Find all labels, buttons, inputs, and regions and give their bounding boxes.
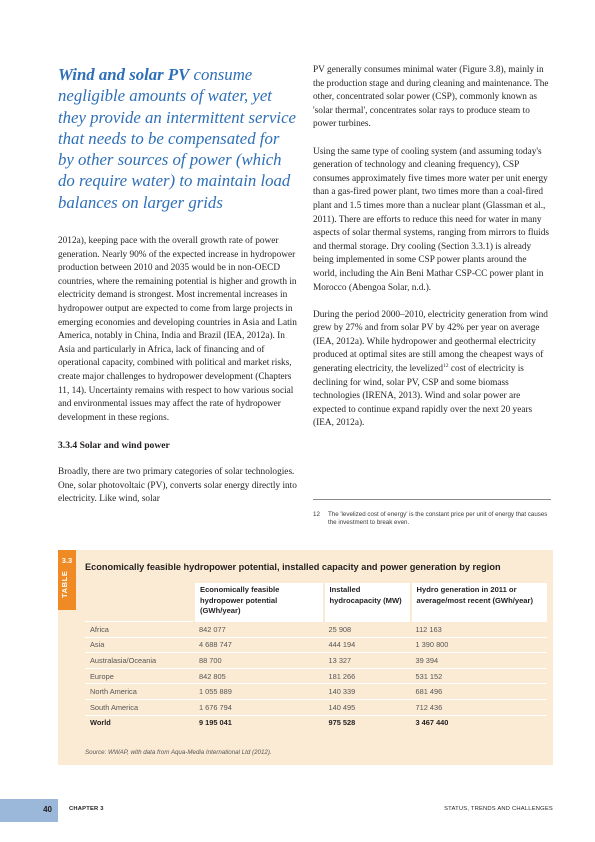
cell-region: North America — [85, 684, 194, 700]
table-row — [85, 668, 547, 684]
cell-region: Europe — [85, 668, 194, 684]
cell-capacity: 140 339 — [324, 684, 411, 700]
cell-potential: 842 077 — [194, 622, 324, 638]
cell-generation: 39 394 — [411, 653, 547, 669]
cell-region: World — [85, 715, 194, 730]
right-paragraph-3-after: cost of electricity is declining for wind, solar PV, CSP and some biomass technologies (IRENA, 2013). Wind and solar power are expected to continue expand rapidly over the next 20 years (IEA, 2012a). — [313, 364, 533, 429]
cell-potential: 1 055 889 — [194, 684, 324, 700]
cell-generation: 531 152 — [411, 668, 547, 684]
right-paragraph-1: PV generally consumes minimal water (Figure 3.8), mainly in the production stage and during cleaning and maintenance. The other, concentrated solar power (CSP), commonly known as 'solar thermal', concentrates solar rays to produce steam to power turbines. — [313, 65, 549, 130]
table-header-generation: Hydro generation in 2011 or average/most recent (GWh/year) — [411, 583, 547, 622]
cell-potential: 4 688 747 — [194, 637, 324, 653]
cell-generation: 3 467 440 — [411, 715, 547, 730]
right-column — [313, 64, 551, 445]
section-heading: 3.3.4 Solar and wind power — [58, 439, 170, 451]
chapter-label: CHAPTER 3 — [69, 806, 104, 812]
cell-region: Asia — [85, 637, 194, 653]
pull-quote-bold: Wind and solar PV — [58, 65, 190, 84]
cell-capacity: 140 495 — [324, 699, 411, 715]
cell-capacity: 444 194 — [324, 637, 411, 653]
cell-region: Africa — [85, 622, 194, 638]
table-tag-label: TABLE — [60, 570, 69, 598]
footnote — [313, 511, 551, 528]
table-header-row — [85, 583, 547, 622]
cell-potential: 88 700 — [194, 653, 324, 669]
cell-generation: 1 390 800 — [411, 637, 547, 653]
cell-generation: 112 163 — [411, 622, 547, 638]
cell-capacity: 975 528 — [324, 715, 411, 730]
table-row — [85, 622, 547, 638]
cell-capacity: 181 266 — [324, 668, 411, 684]
footnote-ref[interactable]: 12 — [443, 362, 449, 369]
table-row — [85, 637, 547, 653]
cell-region: Australasia/Oceania — [85, 653, 194, 669]
hydropower-table — [85, 583, 547, 730]
table-header-potential: Economically feasible hydropower potential (GWh/year) — [194, 583, 324, 622]
table-total-row — [85, 715, 547, 730]
table-row — [85, 684, 547, 700]
table-header-blank — [85, 583, 194, 622]
cell-potential: 1 676 794 — [194, 699, 324, 715]
left-paragraph-2: Broadly, there are two primary categories of solar technologies. One, solar photovoltaic (PV), converts solar energy directly into electricity. Like wind, solar — [58, 467, 297, 505]
running-title: STATUS, TRENDS AND CHALLENGES — [444, 806, 553, 812]
cell-potential: 9 195 041 — [194, 715, 324, 730]
page-number: 40 — [43, 805, 52, 814]
right-paragraph-3-before: During the period 2000–2010, electricity generation from wind grew by 27% and from solar PV by 42% per year on average (IEA, 2012a). While hydropower and geothermal electricity produced at optimal sites are still among the cheapest ways of generating electricity, the levelized — [313, 309, 548, 375]
table-number: 3.3 — [61, 556, 73, 565]
cell-capacity: 13 327 — [324, 653, 411, 669]
footnote-divider — [313, 499, 551, 500]
table-title: Economically feasible hydropower potential, installed capacity and power generation by region — [85, 562, 501, 572]
cell-region: South America — [85, 699, 194, 715]
left-paragraph-1: 2012a), keeping pace with the overall growth rate of power generation. Nearly 90% of the expected increase in hydropower production between 2010 and 2035 would be in non-OECD countries, where the remaining potential is higher and growth in electricity demand is strongest. Most incremental increases in hydropower output are expected to come from large projects in emerging economies and developing countries in Asia and Latin America, notably in China, India and Brazil (IEA, 2012a). In Asia and particularly in Africa, lack of financing and of operational capacity, combined with political and market risks, create major challenges to hydropower development (Chapters 11, 14). Uncertainty remains with respect to how various social and environmental issues may affect the rate of hydropower development in these regions. — [58, 236, 297, 423]
right-paragraph-3 — [313, 309, 551, 431]
pull-quote-rest: consume negligible amounts of water, yet they provide an intermittent service that needs to be compensated for by other sources of power (which do require water) to maintain load balances on larger grids — [58, 65, 296, 212]
table-panel — [58, 550, 553, 765]
cell-generation: 681 496 — [411, 684, 547, 700]
table-tag — [58, 550, 76, 610]
pull-quote — [58, 64, 298, 213]
table-source: Source: WWAP, with data from Aqua-Media International Ltd (2012). — [85, 749, 272, 756]
page-number-box — [0, 799, 58, 822]
footnote-number: 12 — [313, 511, 320, 518]
cell-potential: 842 805 — [194, 668, 324, 684]
right-paragraph-2: Using the same type of cooling system (and assuming today's generation of technology and cleaning frequency), CSP consumes approximately five times more water per unit energy than a gas-fired power plant, two times more than a coal-fired plant and 1.5 times more than a nuclear plant (Glassman et al., 2011). There are efforts to reduce this need for water in many aspects of solar thermal systems, ranging from mirrors to fluids and thermal storage. Dry cooling (Section 3.3.1) is already being implemented in some CSP power plants around the world, including the Ain Beni Mathar CSP-CC power plant in Morocco (Abengoa Solar, n.d.). — [313, 146, 549, 293]
table-header-capacity: Installed hydrocapacity (MW) — [324, 583, 411, 622]
left-column — [58, 64, 298, 521]
footnote-text: The 'levelized cost of energy' is the constant price per unit of energy that causes the investment to break even. — [328, 511, 548, 527]
cell-capacity: 25 908 — [324, 622, 411, 638]
table-row — [85, 653, 547, 669]
table-row — [85, 699, 547, 715]
cell-generation: 712 436 — [411, 699, 547, 715]
